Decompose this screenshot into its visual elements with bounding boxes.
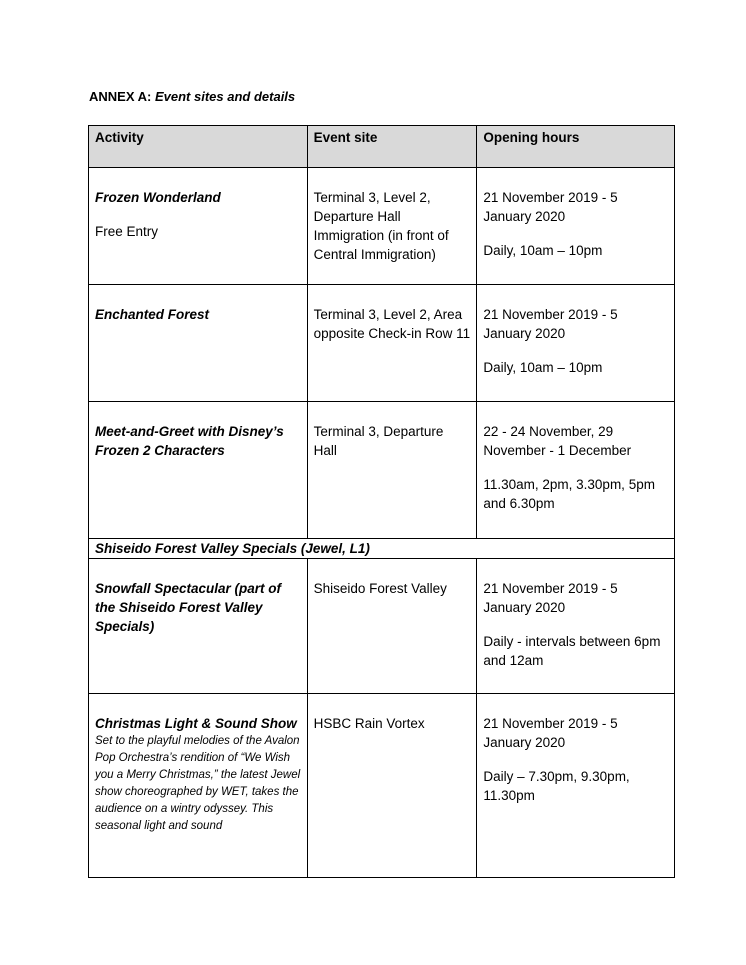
table-header-row [89, 126, 675, 168]
hours-times: Daily – 7.30pm, 9.30pm, 11.30pm [483, 769, 630, 803]
section-title: Shiseido Forest Valley Specials (Jewel, L1) [89, 539, 675, 559]
site-cell: Terminal 3, Departure Hall [307, 402, 477, 539]
annex-subtitle: Event sites and details [154, 89, 296, 104]
hours-dates: 21 November 2019 - 5 January 2020 [483, 716, 618, 750]
activity-title: Snowfall Spectacular (part of the Shiseido Forest Valley Specials) [95, 581, 282, 634]
hours-cell [477, 285, 675, 402]
activity-title: Frozen Wonderland [95, 190, 221, 205]
hours-cell [477, 168, 675, 285]
activity-cell [89, 694, 308, 878]
site-cell: Terminal 3, Level 2, Departure Hall Immigration (in front of Central Immigration) [307, 168, 477, 285]
activity-cell [89, 559, 308, 694]
hours-times: 11.30am, 2pm, 3.30pm, 5pm and 6.30pm [483, 477, 655, 511]
hours-dates: 21 November 2019 - 5 January 2020 [483, 581, 618, 615]
section-row [89, 539, 675, 559]
hours-dates: 22 - 24 November, 29 November - 1 December [483, 424, 632, 458]
activity-title: Christmas Light & Sound Show [95, 716, 297, 731]
hours-times: Daily - intervals between 6pm and 12am [483, 634, 661, 668]
table-row [89, 402, 675, 539]
site-cell: Terminal 3, Level 2, Area opposite Check-in Row 11 [307, 285, 477, 402]
annex-label: ANNEX A: [89, 89, 152, 104]
hours-cell [477, 402, 675, 539]
header-activity: Activity [89, 126, 308, 168]
hours-times: Daily, 10am – 10pm [483, 360, 603, 375]
annex-heading [89, 89, 295, 104]
activity-cell [89, 168, 308, 285]
activity-note: Free Entry [95, 224, 159, 239]
activity-title: Enchanted Forest [95, 307, 210, 322]
table-row [89, 559, 675, 694]
header-opening-hours: Opening hours [477, 126, 675, 168]
hours-times: Daily, 10am – 10pm [483, 243, 603, 258]
hours-cell [477, 559, 675, 694]
table-row [89, 694, 675, 878]
hours-dates: 21 November 2019 - 5 January 2020 [483, 190, 618, 224]
table-row [89, 168, 675, 285]
hours-cell [477, 694, 675, 878]
activity-cell [89, 402, 308, 539]
activity-title: Meet-and-Greet with Disney’s Frozen 2 Characters [95, 424, 284, 458]
site-cell: Shiseido Forest Valley [307, 559, 477, 694]
header-event-site: Event site [307, 126, 477, 168]
event-table [88, 125, 675, 878]
activity-description: Set to the playful melodies of the Avalon Pop Orchestra’s rendition of “We Wish you a Merry Christmas,” the latest Jewel show choreographed by WET, takes the audience on a wintry odyssey. This seasonal light and sound [95, 735, 301, 832]
activity-cell [89, 285, 308, 402]
table-row [89, 285, 675, 402]
site-cell: HSBC Rain Vortex [307, 694, 477, 878]
hours-dates: 21 November 2019 - 5 January 2020 [483, 307, 618, 341]
